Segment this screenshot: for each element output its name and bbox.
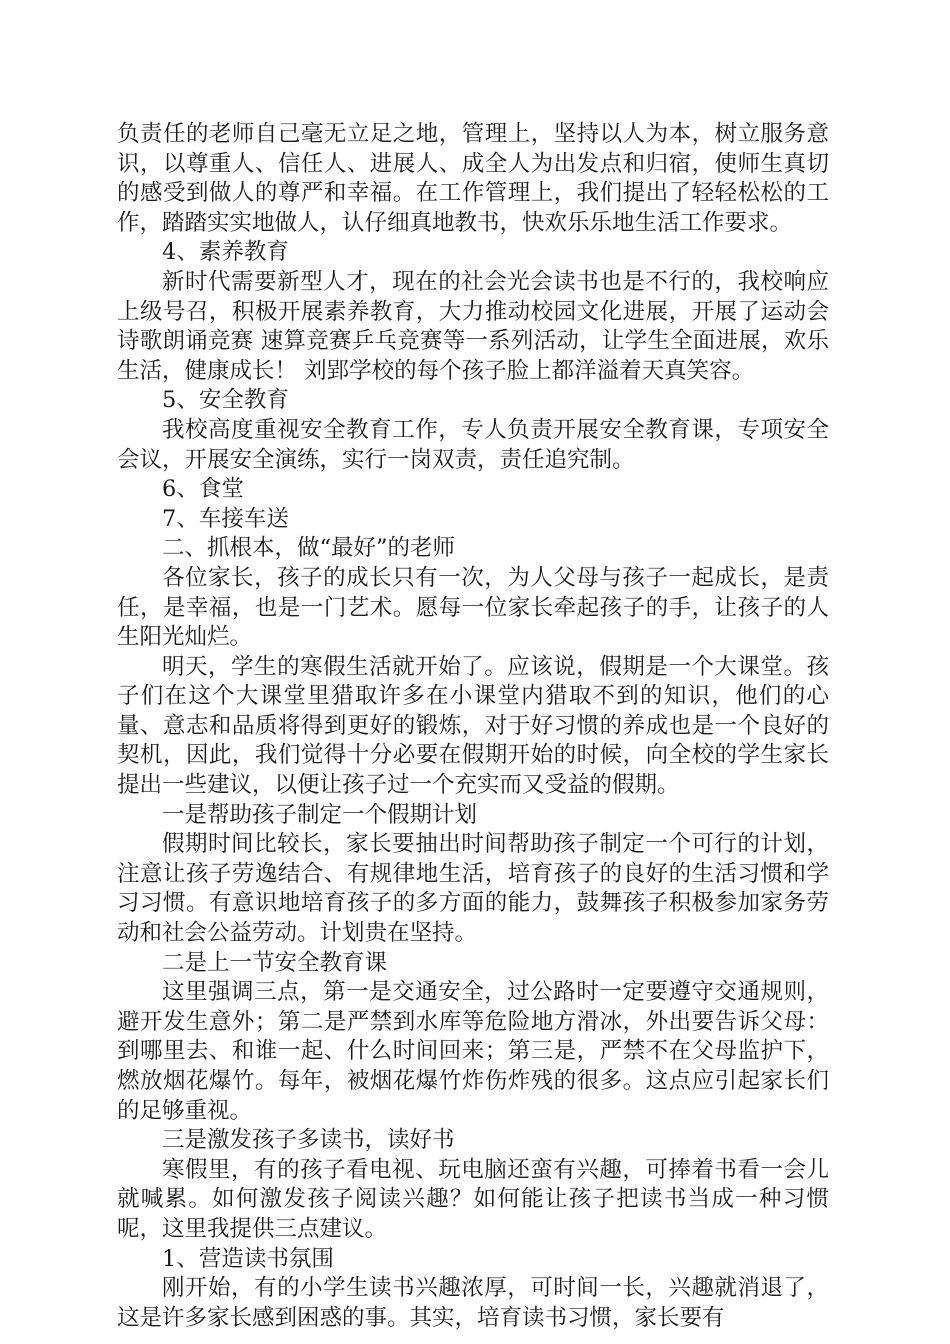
paragraph: 这里强调三点，第一是交通安全，过公路时一定要遵守交通规则，避开发生意外；第二是严禁到水库等危险地方滑冰，外出要告诉父母：到哪里去、和谁一起、什么时间回来；第三是，严禁不在父母监护下，燃放烟花爆竹。每年，被烟花爆竹炸伤炸残的很多。这点应引起家长们的足够重视。 (117, 979, 829, 1124)
subheading-3: 三是激发孩子多读书，读好书 (162, 1127, 455, 1154)
paragraph: 刚开始，有的小学生读书兴趣浓厚，可时间一长，兴趣就消退了，这是许多家长感到困惑的事。其实，培育读书习惯，家长要有 (117, 1275, 829, 1331)
paragraph: 各位家长，孩子的成长只有一次，为人父母与孩子一起成长，是责任，是幸福，也是一门艺术。愿每一位家长牵起孩子的手，让孩子的人生阳光灿烂。 (117, 564, 829, 651)
paragraph: 我校高度重视安全教育工作，专人负责开展安全教育课，专项安全会议，开展安全演练，实行一岗双责，责任追究制。 (117, 416, 829, 473)
section-heading-2: 二、抓根本，做“最好”的老师 (162, 535, 456, 562)
subheading-1: 一是帮助孩子制定一个假期计划 (162, 801, 478, 828)
paragraph-continuation: 负责任的老师自己毫无立足之地，管理上，坚持以人为本，树立服务意识，以尊重人、信任人、进展人、成全人为出发点和归宿，使师生真切的感受到做人的尊严和幸福。在工作管理上，我们提出了轻轻松松的工作，踏踏实实地做人，认仔细真地教书，快欢乐乐地生活工作要求。 (117, 121, 829, 236)
section-heading-7: 7、车接车送 (162, 505, 289, 532)
paragraph: 新时代需要新型人才，现在的社会光会读书也是不行的，我校响应上级号召，积极开展素养教育，大力推动校园文化进展，开展了运动会 诗歌朗诵竞赛 速算竞赛乒乓竞赛等一系列活动，让学生全面进展，欢乐生活，健康成长！ 刘郢学校的每个孩子脸上都洋溢着天真笑容。 (117, 268, 829, 384)
section-heading-6: 6、食堂 (162, 476, 244, 503)
subheading-reading-atmosphere: 1、营造读书氛围 (162, 1245, 334, 1272)
section-heading-5: 5、安全教育 (162, 387, 289, 414)
section-heading-4: 4、素养教育 (162, 239, 289, 266)
subheading-2: 二是上一节安全教育课 (162, 949, 388, 976)
paragraph: 明天，学生的寒假生活就开始了。应该说，假期是一个大课堂。孩子们在这个大课堂里猎取许多在小课堂内猎取不到的知识，他们的心量、意志和品质将得到更好的锻炼，对于好习惯的养成也是一个良好的契机，因此，我们觉得十分必要在假期开始的时候，向全校的学生家长提出一些建议，以便让孩子过一个充实而又受益的假期。 (117, 653, 829, 799)
paragraph: 假期时间比较长，家长要抽出时间帮助孩子制定一个可行的计划，注意让孩子劳逸结合、有规律地生活，培育孩子的良好的生活习惯和学习习惯。有意识地培育孩子的多方面的能力，鼓舞孩子积极参加家务劳动和社会公益劳动。计划贵在坚持。 (117, 831, 829, 947)
document-page (117, 120, 829, 1333)
paragraph: 寒假里，有的孩子看电视、玩电脑还蛮有兴趣，可捧着书看一会儿就喊累。如何激发孩子阅读兴趣？如何能让孩子把读书当成一种习惯呢，这里我提供三点建议。 (117, 1156, 829, 1242)
